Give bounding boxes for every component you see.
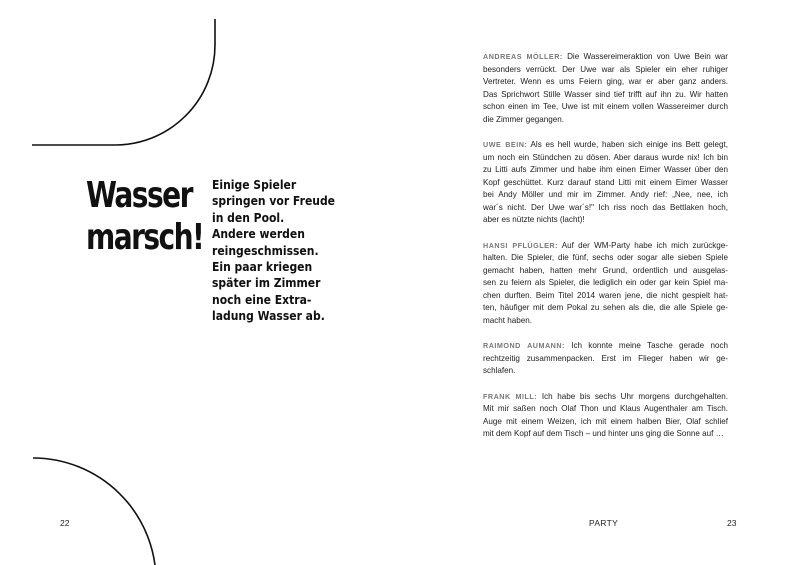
intro-line: in den Pool.: [212, 210, 285, 225]
headline: [86, 175, 203, 259]
intro-line: reingeschmissen.: [212, 243, 319, 258]
quote-line: RAIMOND AUMANN: Ich konnte meine Tasche gerade noch: [483, 341, 729, 350]
headline-line-1: Wasser: [86, 175, 192, 216]
speaker-name: HANSI PFLÜGLER:: [483, 240, 558, 250]
running-head: PARTY: [589, 518, 619, 528]
quote-line: besonders verrückt. Der Uwe war als Spieler ein eher ruhiger: [483, 64, 728, 74]
quote-line: macht haben.: [483, 315, 533, 325]
intro-line: Andere werden: [212, 227, 305, 242]
quote-line: um noch ein Stündchen zu dösen. Aber daraus wurde nix! Ich bin: [483, 152, 728, 162]
arc-line-bottom: [33, 458, 156, 565]
quote-line: schon einen im Tee, Uwe ist mit einem vollen Wassereimer durch: [483, 102, 728, 111]
quote-line: chen durften. Beim Titel 2014 waren jene, die nicht gespielt hat-: [483, 290, 728, 300]
quote-line: zu Litti aufs Zimmer und habe ihm einen Eimer Wasser über den: [483, 165, 728, 174]
speaker-name: RAIMOND AUMANN:: [483, 341, 565, 350]
intro-line: Einige Spieler: [212, 178, 297, 192]
quote-paragraph: [483, 51, 728, 126]
intro-line: Ein paar kriegen: [212, 260, 313, 275]
page-number-right: 23: [727, 518, 737, 528]
quote-line: die Zimmer gegangen.: [483, 114, 564, 124]
quote-line: schlafen.: [483, 366, 516, 375]
intro-text: [212, 177, 336, 325]
speaker-name: FRANK MILL:: [483, 391, 538, 401]
quote-paragraph: [483, 340, 728, 378]
quote-line: bei Andy Möller und mir im Zimmer. Andy rief: „Nee, nee, ich: [483, 190, 728, 199]
headline-line-2: marsch!: [86, 217, 204, 258]
speaker-name: ANDREAS MÖLLER:: [483, 52, 563, 61]
quote-line: aber es nützte nichts (lacht)!: [483, 215, 585, 224]
quote-paragraph: [483, 240, 728, 328]
quote-paragraph: [483, 391, 728, 441]
quote-line: halten. Die Spieler, die fünf, sechs oder sogar alle sieben Spiele: [483, 253, 728, 262]
quote-line: sen zu feiern als Spieler, die lediglich ein oder gar kein Spiel ma-: [483, 278, 728, 287]
page-number-left: 22: [60, 518, 70, 528]
intro-line: später im Zimmer: [212, 276, 321, 291]
quote-line: Mit mir saßen noch Olaf Thon und Klaus Augenthaler am Tisch.: [483, 404, 728, 413]
quote-line: gemacht haben, hatten mehr Grund, ordentlich und ausgelas-: [483, 265, 728, 275]
article-body: [483, 51, 728, 454]
speaker-name: UWE BEIN:: [483, 140, 528, 149]
quote-line: ANDREAS MÖLLER: Die Wassereimeraktion von Uwe Bein war: [483, 52, 729, 61]
quote-line: war´s nicht. Der Uwe war´s!" Ich riss noch das Bettlaken hoch,: [483, 202, 728, 212]
quote-line: rechtzeitig zusammenpacken. Erst im Flieger haben wir ge-: [483, 353, 728, 363]
quote-paragraph: [483, 139, 728, 227]
quote-line: mit dem Kopf auf dem Tisch – und hinter uns ging die Sonne auf …: [483, 429, 724, 438]
quote-line: Auge mit einem Weizen, ich mit einem halben Bier, Olaf schlief: [483, 416, 728, 426]
quote-line: Das Sprichwort Stille Wasser sind tief trifft auf ihn zu. Wir hatten: [483, 89, 728, 99]
quote-line: UWE BEIN: Als es hell wurde, haben sich einige ins Bett gelegt,: [483, 140, 728, 149]
intro-line: noch eine Extra-: [212, 292, 312, 307]
quote-line: ten, häufiger mit dem Pokal zu sehen als die, die alle Spiele ge-: [483, 303, 728, 312]
intro-line: springen vor Freude: [212, 194, 336, 209]
quote-line: Kopf geschüttet. Kurz darauf stand Litti mit einem Eimer Wasser: [483, 177, 728, 187]
quote-line: FRANK MILL: Ich habe bis sechs Uhr morgens durchgehalten.: [483, 391, 729, 401]
quote-line: Vertreter. Wenn es ums Feiern ging, war er aber ganz anders.: [483, 77, 728, 86]
intro-line: ladung Wasser ab.: [212, 309, 325, 324]
corner-line-top: [32, 19, 215, 145]
quote-line: HANSI PFLÜGLER: Auf der WM-Party habe ich mich zurückge-: [483, 240, 728, 250]
